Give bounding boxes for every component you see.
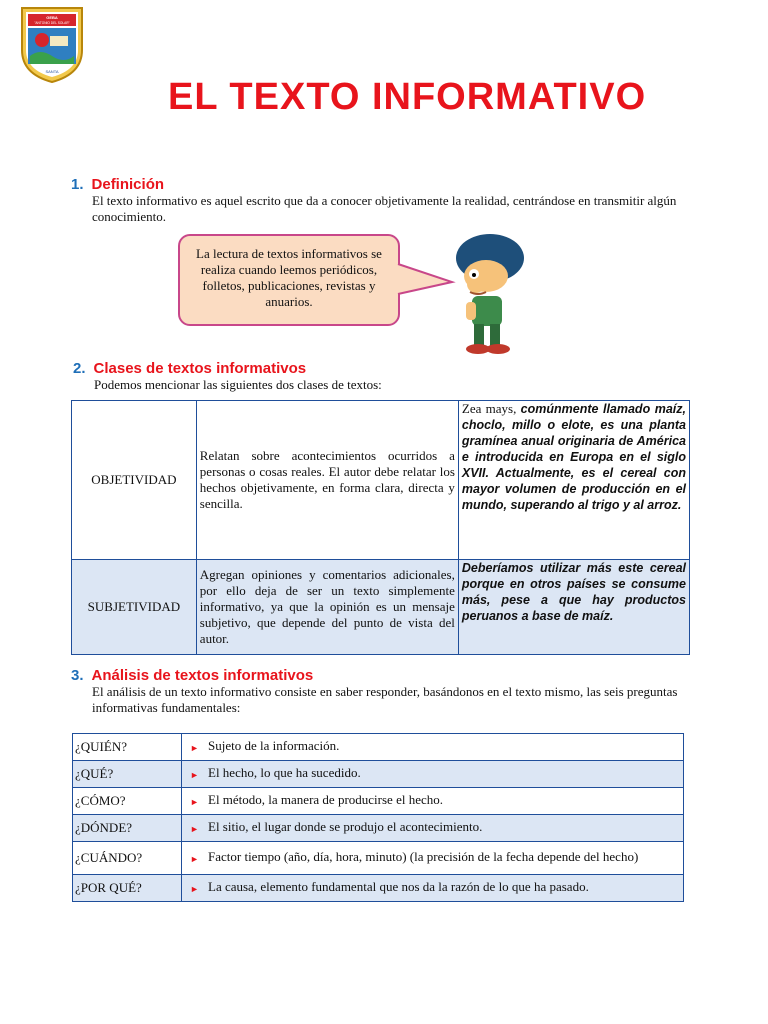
answer-text: El hecho, lo que ha sucedido. (208, 765, 361, 780)
classes-table (71, 400, 690, 655)
red-arrow-bullet-icon: ► (190, 743, 199, 753)
school-shield-logo (20, 6, 84, 84)
answer-cell (182, 788, 684, 815)
table-row (73, 734, 684, 761)
answer-cell (182, 875, 684, 902)
table-row (73, 788, 684, 815)
answer-text: La causa, elemento fundamental que nos da la razón de lo que ha pasado. (208, 879, 589, 894)
red-arrow-bullet-icon: ► (190, 884, 199, 894)
section1-text: El texto informativo es aquel escrito que da a conocer objetivamente la realidad, centrándose en transmitir algún conocimiento. (92, 193, 677, 224)
table-row (73, 761, 684, 788)
logo-bottom: SANTA (45, 69, 59, 74)
answer-text: Sujeto de la información. (208, 738, 340, 753)
answer-text: El sitio, el lugar donde se produjo el acontecimiento. (208, 819, 483, 834)
section3-number: 3. (71, 667, 84, 684)
page-title: EL TEXTO INFORMATIVO (168, 76, 647, 118)
answer-cell (182, 815, 684, 842)
logo-line1: GEBA (46, 15, 58, 20)
speech-bubble-text: La lectura de textos informativos se realiza cuando leemos periódicos, folletos, publicaciones, revistas y anuarios. (196, 246, 382, 309)
question-cell: ¿POR QUÉ? (73, 875, 182, 902)
red-arrow-bullet-icon: ► (190, 854, 199, 864)
answer-text: Factor tiempo (año, día, hora, minuto) (la precisión de la fecha depende del hecho) (208, 849, 639, 864)
table-row (73, 875, 684, 902)
section1-title: Definición (91, 176, 165, 193)
table-row (73, 842, 684, 875)
red-arrow-bullet-icon: ► (190, 824, 199, 834)
class-description: Agregan opiniones y comentarios adicionales, por ello deja de ser un texto simplemente informativo, ya que la opinión es un mensaje subjetivo, que depende del punto de vista del autor. (196, 560, 458, 655)
answer-text: El método, la manera de producirse el hecho. (208, 792, 443, 807)
section3-title: Análisis de textos informativos (91, 667, 314, 684)
answer-cell (182, 842, 684, 875)
class-label: SUBJETIVIDAD (72, 560, 197, 655)
table-row (72, 560, 690, 655)
cartoon-boy-illustration (446, 228, 526, 358)
example-plain: Zea mays, (461, 401, 521, 416)
table-row (72, 401, 690, 560)
section1-heading (71, 176, 164, 193)
section2-text: Podemos mencionar las siguientes dos clases de textos: (94, 377, 382, 392)
red-arrow-bullet-icon: ► (190, 770, 199, 780)
section2-title: Clases de textos informativos (93, 360, 307, 377)
question-cell: ¿CUÁNDO? (73, 842, 182, 875)
class-description: Relatan sobre acontecimientos ocurridos a personas o cosas reales. El autor debe relatar los hechos objetivamente, en forma clara, directa y sencilla. (196, 401, 458, 560)
question-cell: ¿DÓNDE? (73, 815, 182, 842)
class-example (458, 560, 689, 655)
section1-number: 1. (71, 176, 84, 193)
class-example (458, 401, 689, 560)
red-arrow-bullet-icon: ► (190, 797, 199, 807)
answer-cell (182, 734, 684, 761)
questions-table (72, 733, 684, 902)
section2-number: 2. (73, 360, 86, 377)
section3-text: El análisis de un texto informativo consiste en saber responder, basándonos en el texto mismo, las seis preguntas informativas fundamentales: (92, 684, 678, 715)
example-bold: comúnmente llamado maíz, choclo, millo o elote, es una planta gramínea anual originaria de América e introducida en Europa en el siglo XVII. Actualmente, es el cereal con mayor volumen de producción en el mundo, superando al trigo y al arroz. (461, 402, 686, 512)
section3-heading (71, 667, 313, 684)
class-label: OBJETIVIDAD (72, 401, 197, 560)
example-bold: Deberíamos utilizar más este cereal porque en otros países se consume más, pese a que hay productos peruanos a base de maíz. (461, 561, 686, 623)
question-cell: ¿QUIÉN? (73, 734, 182, 761)
question-cell: ¿CÓMO? (73, 788, 182, 815)
logo-line2: "ANTONIO DEL SOLAR" (34, 21, 70, 25)
section2-heading (73, 360, 306, 377)
table-row (73, 815, 684, 842)
answer-cell (182, 761, 684, 788)
speech-bubble (178, 234, 400, 326)
question-cell: ¿QUÉ? (73, 761, 182, 788)
